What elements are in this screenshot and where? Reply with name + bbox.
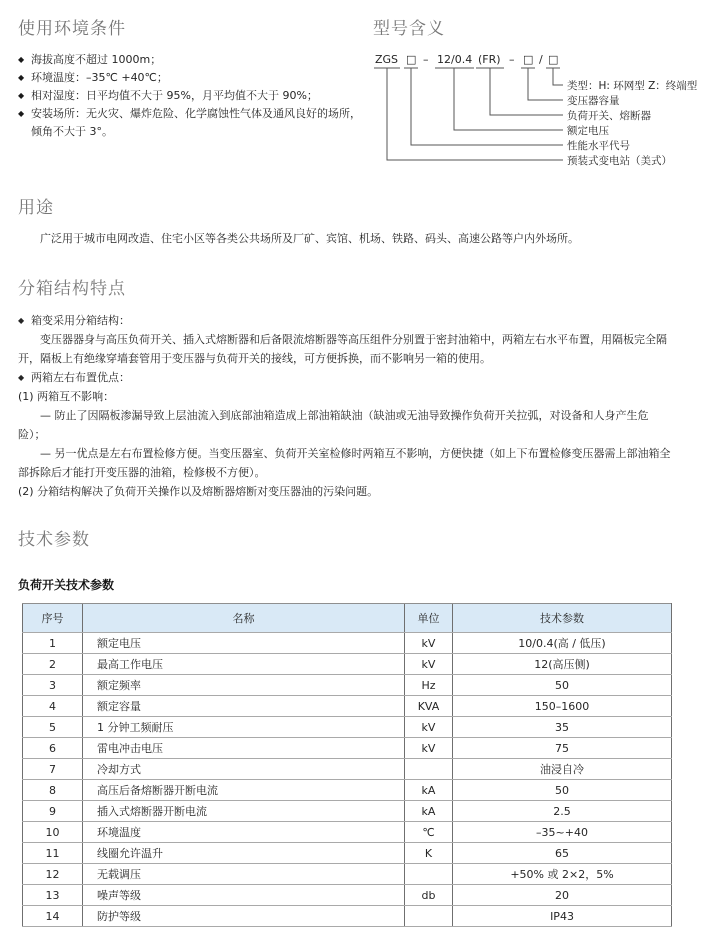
tech-params-title: 技术参数 xyxy=(18,530,90,550)
table-row xyxy=(23,675,672,696)
cell-index: 7 xyxy=(23,759,83,780)
env-item-text: 海拔高度不超过 1000m； xyxy=(31,53,162,66)
cell-unit: K xyxy=(405,843,453,864)
environment-conditions-title: 使用环境条件 xyxy=(18,19,126,39)
cell-name: 防护等级 xyxy=(83,906,405,927)
cell-value: IP43 xyxy=(453,906,672,927)
cell-name: 额定容量 xyxy=(83,696,405,717)
cell-unit xyxy=(405,759,453,780)
diamond-bullet-icon: ◆ xyxy=(18,91,25,100)
model-code-voltage: 12/0.4 xyxy=(437,53,473,66)
leader-type xyxy=(553,68,563,85)
cell-index: 8 xyxy=(23,780,83,801)
diamond-bullet-icon: ◆ xyxy=(18,316,25,325)
load-switch-subtitle: 负荷开关技术参数 xyxy=(18,578,115,592)
label-switch-fuse: 负荷开关、熔断器 xyxy=(567,110,651,122)
cell-value: +50% 或 2×2，5% xyxy=(453,864,672,885)
env-item-text: 环境温度：–35℃ +40℃； xyxy=(31,71,168,84)
header-name: 名称 xyxy=(83,604,405,633)
cell-index: 14 xyxy=(23,906,83,927)
feature-text: 箱变采用分箱结构： xyxy=(31,314,130,327)
label-voltage: 额定电压 xyxy=(567,125,609,137)
feature-line: — 防止了因隔板渗漏导致上层油流入到底部油箱造成上部油箱缺油（缺油或无油导致操作负荷开关拉弧，对设备和人身产生危险）； xyxy=(18,409,649,441)
cell-unit: Hz xyxy=(405,675,453,696)
cell-name: 环境温度 xyxy=(83,822,405,843)
env-item-humidity xyxy=(18,87,370,105)
cell-unit: kV xyxy=(405,717,453,738)
cell-name: 额定频率 xyxy=(83,675,405,696)
model-designation-title: 型号含义 xyxy=(373,19,445,39)
label-perf-code: 性能水平代号 xyxy=(567,140,630,152)
diamond-bullet-icon: ◆ xyxy=(18,73,25,82)
model-code-box-3: □ xyxy=(548,53,559,66)
feature-line: — 另一优点是左右布置检修方便。当变压器室、负荷开关室检修时两箱互不影响，方便快捷（如上下布置检修变压器需上部油箱全部拆除后才能打开变压器的油箱，检修极不方便）。 xyxy=(18,447,671,479)
cell-index: 9 xyxy=(23,801,83,822)
cell-index: 3 xyxy=(23,675,83,696)
cell-unit: ℃ xyxy=(405,822,453,843)
cell-unit: KVA xyxy=(405,696,453,717)
table-row xyxy=(23,906,672,927)
cell-name: 噪声等级 xyxy=(83,885,405,906)
cell-index: 12 xyxy=(23,864,83,885)
leader-perf-code xyxy=(411,68,563,145)
model-code-dash-1: – xyxy=(423,53,429,66)
table-row xyxy=(23,780,672,801)
header-unit: 单位 xyxy=(405,604,453,633)
cell-index: 1 xyxy=(23,633,83,654)
cell-index: 10 xyxy=(23,822,83,843)
table-row xyxy=(23,801,672,822)
cell-name: 1 分钟工频耐压 xyxy=(83,717,405,738)
table-row xyxy=(23,759,672,780)
table-header-row xyxy=(23,604,672,633)
table-row xyxy=(23,696,672,717)
cell-value: 20 xyxy=(453,885,672,906)
cell-unit: kA xyxy=(405,780,453,801)
cell-name: 线圈允许温升 xyxy=(83,843,405,864)
tech-params-section xyxy=(18,525,674,927)
cell-index: 11 xyxy=(23,843,83,864)
cell-unit xyxy=(405,906,453,927)
feature-line xyxy=(18,368,674,387)
cell-value: 50 xyxy=(453,675,672,696)
cell-value: –35~+40 xyxy=(453,822,672,843)
model-code-box-1: □ xyxy=(406,53,417,66)
table-row xyxy=(23,864,672,885)
cell-value: 35 xyxy=(453,717,672,738)
table-row xyxy=(23,738,672,759)
cell-index: 13 xyxy=(23,885,83,906)
model-designation-diagram xyxy=(373,51,703,173)
cell-unit: kV xyxy=(405,738,453,759)
cell-index: 5 xyxy=(23,717,83,738)
cell-value: 10/0.4(高 / 低压) xyxy=(453,633,672,654)
cell-value: 75 xyxy=(453,738,672,759)
cell-index: 6 xyxy=(23,738,83,759)
cell-name: 冷却方式 xyxy=(83,759,405,780)
cell-value: 150–1600 xyxy=(453,696,672,717)
leader-switch-fuse xyxy=(490,68,563,115)
label-type: 类型：H: 环网型 Z：终端型 xyxy=(567,80,698,92)
label-substation: 预装式变电站（美式） xyxy=(567,155,672,167)
model-code-dash-2: – xyxy=(509,53,515,66)
cell-value: 50 xyxy=(453,780,672,801)
features-title: 分箱结构特点 xyxy=(18,279,126,299)
model-designation-section xyxy=(370,14,703,177)
model-code-slash: / xyxy=(539,53,543,66)
cell-name: 额定电压 xyxy=(83,633,405,654)
cell-value: 油浸自冷 xyxy=(453,759,672,780)
cell-value: 2.5 xyxy=(453,801,672,822)
feature-line: 变压器器身与高压负荷开关、插入式熔断器和后备限流熔断器等高压组件分别置于密封油箱中，两箱左右水平布置，用隔板完全隔开，隔板上有绝缘穿墙套管用于变压器与负荷开关的接线，可方便拆换，而不影响另一箱的使用。 xyxy=(18,333,667,365)
feature-line: (1) 两箱互不影响： xyxy=(18,390,115,403)
env-item-installation xyxy=(18,105,370,141)
diamond-bullet-icon: ◆ xyxy=(18,109,25,118)
cell-value: 12(高压侧) xyxy=(453,654,672,675)
usage-title: 用途 xyxy=(18,198,54,218)
env-item-text: 安装场所：无火灾、爆炸危险、化学腐蚀性气体及通风良好的场所，倾角不大于 3°。 xyxy=(31,107,361,138)
header-index: 序号 xyxy=(23,604,83,633)
leader-voltage xyxy=(454,68,563,130)
label-capacity: 变压器容量 xyxy=(567,95,620,107)
env-item-altitude xyxy=(18,51,370,69)
model-code-box-2: □ xyxy=(523,53,534,66)
cell-name: 最高工作电压 xyxy=(83,654,405,675)
leader-substation xyxy=(387,68,563,160)
table-row xyxy=(23,885,672,906)
cell-unit xyxy=(405,864,453,885)
cell-index: 4 xyxy=(23,696,83,717)
env-item-temperature xyxy=(18,69,370,87)
feature-line xyxy=(18,311,674,330)
env-item-text: 相对湿度：日平均值不大于 95%，月平均值不大于 90%； xyxy=(31,89,318,102)
diamond-bullet-icon: ◆ xyxy=(18,55,25,64)
feature-line: (2) 分箱结构解决了负荷开关操作以及熔断器熔断对变压器油的污染问题。 xyxy=(18,485,379,498)
cell-unit: kA xyxy=(405,801,453,822)
environment-conditions-section xyxy=(18,14,370,141)
feature-text: 两箱左右布置优点： xyxy=(31,371,130,384)
cell-value: 65 xyxy=(453,843,672,864)
cell-name: 插入式熔断器开断电流 xyxy=(83,801,405,822)
leader-capacity xyxy=(528,68,563,100)
cell-unit: kV xyxy=(405,633,453,654)
cell-name: 高压后备熔断器开断电流 xyxy=(83,780,405,801)
table-row xyxy=(23,633,672,654)
cell-index: 2 xyxy=(23,654,83,675)
table-row xyxy=(23,843,672,864)
cell-unit: db xyxy=(405,885,453,906)
usage-paragraph: 广泛用于城市电网改造、住宅小区等各类公共场所及厂矿、宾馆、机场、铁路、码头、高速公路等户内外场所。 xyxy=(40,232,579,245)
table-row xyxy=(23,717,672,738)
top-section xyxy=(18,14,698,177)
table-row xyxy=(23,822,672,843)
model-code-prefix: ZGS xyxy=(375,53,399,66)
load-switch-params-table xyxy=(22,603,672,927)
diamond-bullet-icon: ◆ xyxy=(18,373,25,382)
table-row xyxy=(23,654,672,675)
features-section xyxy=(18,274,674,501)
cell-unit: kV xyxy=(405,654,453,675)
cell-name: 雷电冲击电压 xyxy=(83,738,405,759)
cell-name: 无载调压 xyxy=(83,864,405,885)
model-code-fr: (FR) xyxy=(478,53,501,66)
usage-section xyxy=(18,193,674,248)
header-value: 技术参数 xyxy=(453,604,672,633)
